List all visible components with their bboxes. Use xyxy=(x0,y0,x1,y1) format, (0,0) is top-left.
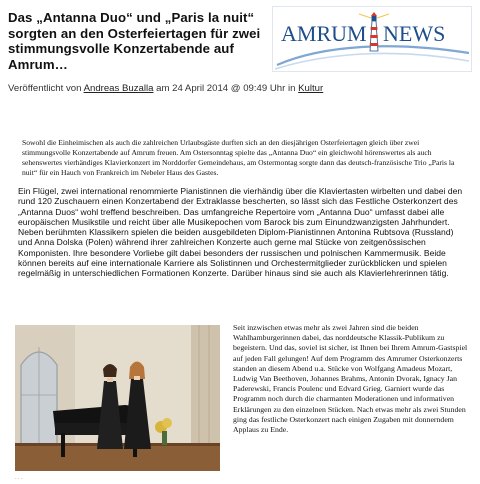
category-link[interactable]: Kultur xyxy=(298,83,324,94)
byline-date: am 24 April 2014 @ 09:49 Uhr in xyxy=(156,83,296,94)
logo-word-news: NEWS xyxy=(383,21,446,46)
byline-prefix: Veröffentlicht von xyxy=(8,83,82,94)
logo-word-amrum: AMRUM xyxy=(281,21,367,46)
article-headline: Das „Antanna Duo“ und „Paris la nuit“ sorgten an den Osterfeiertagen für zwei stimmungsvolle Konzertabende auf Amrum… xyxy=(8,10,261,72)
article-body: Ein Flügel, zwei international renommierte Pianistinnen die vierhändig über die Klaviertasten wirbelten und dabei den rund 120 Zuschauern einen Konzertabend der Extraklasse bescherten, so lässt sich das Festliche Osterkonzert des „Antanna Duos“ wohl treffend beschreiben. Das umfangreiche Repertoire vom „Antanna Duo“ umfasst dabei alle europäischen Musikstile und reicht über alle Musikepochen vom Barock bis zum Einundzwanzigsten Jahrhundert. Neben berühmten Klassikern spielen die beiden ausgebildeten Diplom-Pianistinnen Antonina Rubtsova (Russland) und Anna Dolska (Polen) während ihrer zahlreichen Konzerte auch gerne mal Stücke von zeitgenössischen Komponisten. Ihre besondere Vorliebe gilt dabei besonders der russischen und polnischen Kammermusik. Beide können bereits auf eine internationale Karriere als Solistinnen und Orchestermitglieder zurückblicken und spielen regelmäßig in unterschiedlichen Formationen Konzerte. Darüber hinaus sind sie auch als Klavierlehrerinnen tätig. xyxy=(18,186,463,279)
article-intro: Sowohl die Einheimischen als auch die zahlreichen Urlaubsgäste durften sich an den diesjährigen Osterfeiertagen gleich über zwei stimmungsvolle Konzertabende auf Amrum freuen. Am Ostersonntag spielte das „Antanna Duo“ ein gleichwohl hörenswertes als auch sehenswertes vierhändiges Klavierkonzert im Norddorfer Gemeindehaus, am Ostermontag sorgte dann das deutsch-französische Trio „Paris la nuit“ für ein Hauch von Frankreich im Nebeler Haus des Gastes. xyxy=(22,138,455,177)
article-sidebar-text: Seit inzwischen etwas mehr als zwei Jahren sind die beiden Wahlhamburgerinnen dabei, das norddeutsche Klassik-Publikum zu begeistern. Und das, soviel ist sicher, ist Ihnen bei Ihrem Amrum-Gastspiel auf jeden Fall gelungen! Auf dem Programm des Amrumer Osterkonzerts standen an diesem Abend u.a. Stücke von Wolfgang Amadeus Mozart, Ludwig Van Beethoven, Johannes Brahms, Antonin Dvorak, Ignacy Jan Paderewski, Francis Poulenc und Edvard Grieg. Garniert wurde das Programm noch durch die charmanten Moderationen und informativen Erklärungen zu den einzelnen Stücken. Nach etwas mehr als zwei Stunden ging das festliche Osterkonzert nach einigen Zugaben mit donnerndem Applaus zu Ende. xyxy=(233,323,468,435)
logo-graphic xyxy=(273,7,471,71)
article-byline xyxy=(8,83,474,95)
concert-photo xyxy=(15,325,220,471)
page-footer-dots: · · · xyxy=(15,476,23,482)
author-link[interactable]: Andreas Buzalla xyxy=(83,83,154,94)
amrum-news-logo[interactable] xyxy=(272,6,472,72)
